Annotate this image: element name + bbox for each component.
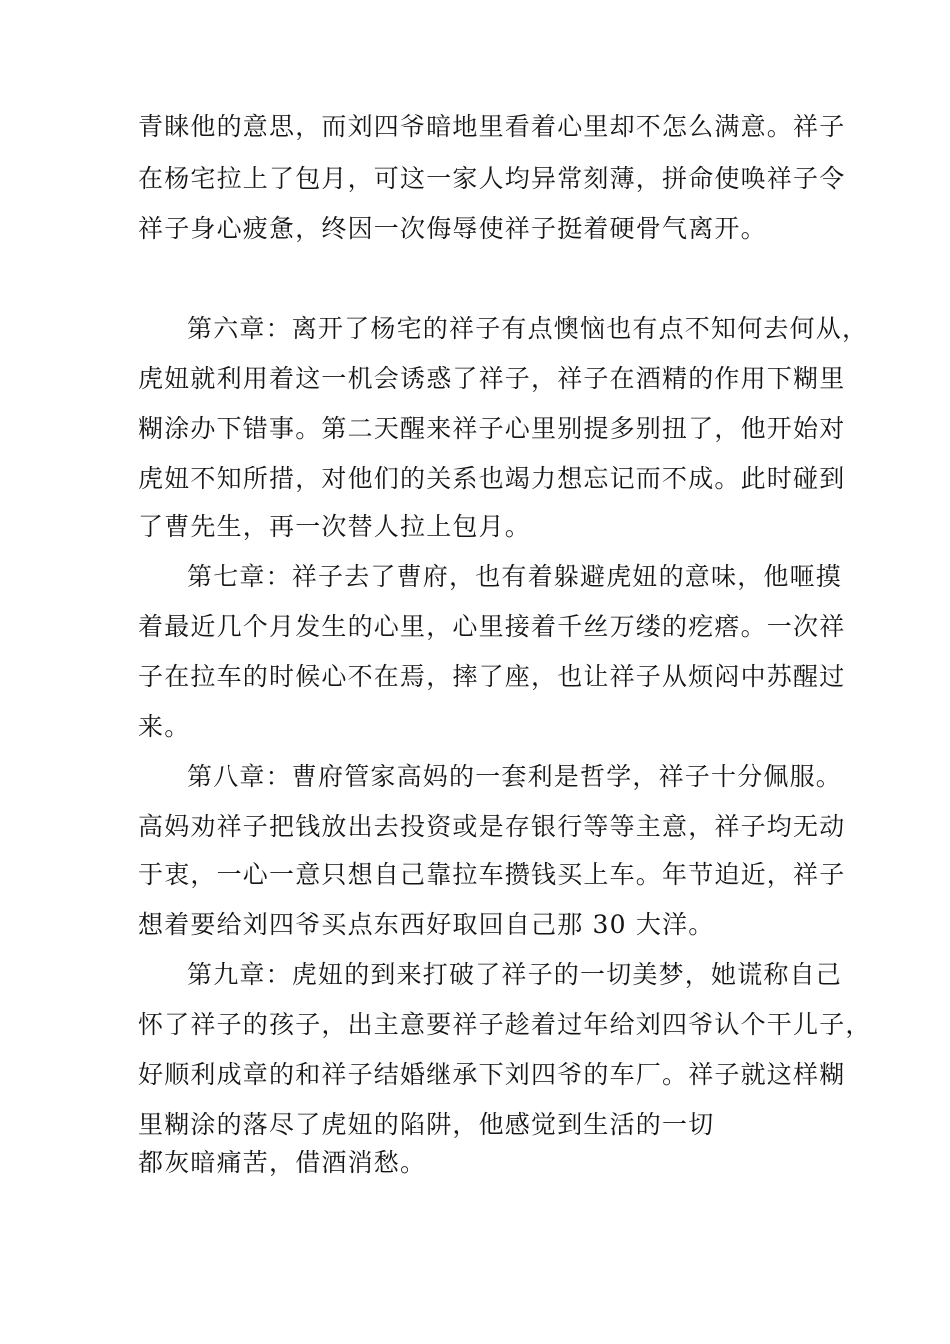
text-line: 都灰暗痛苦，借酒消愁。 (138, 1148, 427, 1177)
text-line: 于衷，一心一意只想自己靠拉车攒钱买上车。年节迫近，祥子 (138, 860, 846, 889)
paragraph-start-chapter-7: 第七章：祥子去了曹府，也有着躲避虎妞的意味，他咂摸 (187, 562, 843, 591)
paragraph-start-chapter-8: 第八章：曹府管家高妈的一套利是哲学，祥子十分佩服。 (187, 762, 843, 791)
text-line: 怀了祥子的孩子，出主意要祥子趁着过年给刘四爷认个干儿子， (138, 1010, 872, 1039)
paragraph-start-chapter-9: 第九章：虎妞的到来打破了祥子的一切美梦，她谎称自己 (187, 960, 843, 989)
text-line: 想着要给刘四爷买点东西好取回自己那 30 大洋。 (138, 910, 715, 939)
text-line: 糊涂办下错事。第二天醒来祥子心里别提多别扭了，他开始对 (138, 414, 846, 443)
text-line: 青睐他的意思，而刘四爷暗地里看着心里却不怎么满意。祥子 (138, 112, 846, 141)
text-line: 虎妞就利用着这一机会诱惑了祥子，祥子在酒精的作用下糊里 (138, 364, 846, 393)
text-line: 子在拉车的时候心不在焉，摔了座，也让祥子从烦闷中苏醒过 (138, 662, 846, 691)
text-line: 了曹先生，再一次替人拉上包月。 (138, 512, 532, 541)
text-line: 在杨宅拉上了包月，可这一家人均异常刻薄，拼命使唤祥子令 (138, 164, 846, 193)
text-line: 里糊涂的落尽了虎妞的陷阱，他感觉到生活的一切 (138, 1110, 715, 1139)
text-line: 好顺利成章的和祥子结婚继承下刘四爷的车厂。祥子就这样糊 (138, 1060, 846, 1089)
text-line: 虎妞不知所措，对他们的关系也竭力想忘记而不成。此时碰到 (138, 464, 846, 493)
text-line: 着最近几个月发生的心里，心里接着千丝万缕的疙瘩。一次祥 (138, 612, 846, 641)
paragraph-start-chapter-6: 第六章：离开了杨宅的祥子有点懊恼也有点不知何去何从， (187, 314, 869, 343)
text-line: 来。 (138, 712, 191, 741)
text-line: 高妈劝祥子把钱放出去投资或是存银行等等主意，祥子均无动 (138, 812, 846, 841)
text-line: 祥子身心疲惫，终因一次侮辱使祥子挺着硬骨气离开。 (138, 214, 767, 243)
